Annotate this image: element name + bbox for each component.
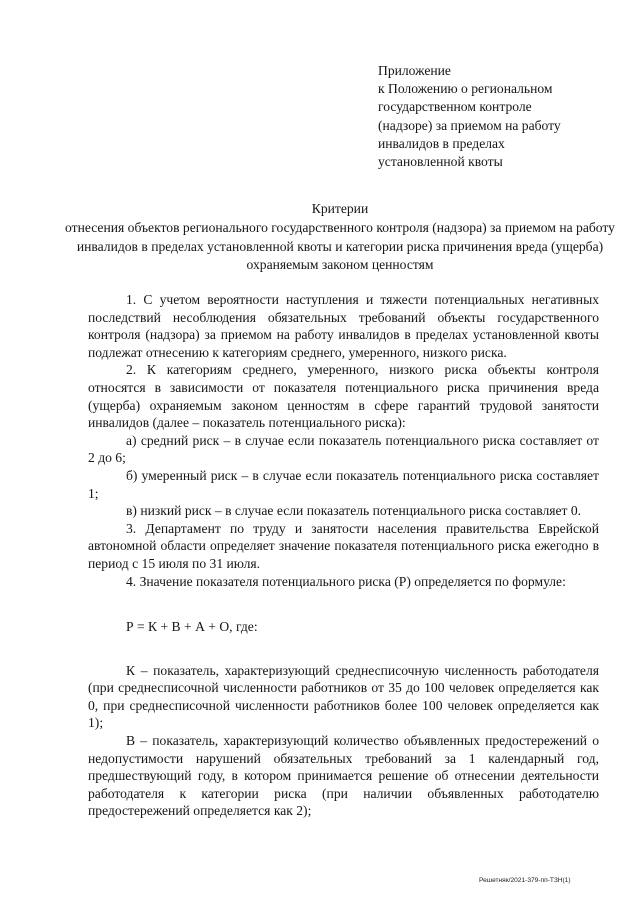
paragraph-2c: в) низкий риск – в случае если показатель потенциального риска составляет 0.: [126, 503, 582, 519]
document-title-block: [60, 200, 620, 274]
appendix-line: государственном контроле: [378, 99, 532, 115]
footer-reference: Решетняк/2021-379-пп-ТЗН(1): [479, 877, 571, 884]
paragraph-1: 1. С учетом вероятности наступления и тяжести потенциальных негативных последствий несоблюдения обязательных требований объекты государственного контроля (надзора) за приемом на работу инвалидов в пределах установленной квоты подлежат отнесению к категориям среднего, умеренного, низкого риска.: [88, 292, 599, 360]
paragraph-3: 3. Департамент по труду и занятости населения правительства Еврейской автономной области определяет значение показателя потенциального риска ежегодно в период с 15 июля по 31 июля.: [88, 520, 599, 571]
paragraph-k-definition: К – показатель, характеризующий среднесписочную численность работодателя (при среднесписочной численности работников от 35 до 100 человек определяется как 0, при среднесписочной численности работников более 100 человек определяется как 1);: [88, 662, 599, 731]
appendix-line: установленной квоты: [378, 154, 503, 170]
formula: Р = К + В + А + О, где:: [126, 619, 258, 635]
appendix-header: [378, 62, 618, 171]
appendix-line: к Положению о региональном: [378, 81, 553, 97]
paragraph-2: 2. К категориям среднего, умеренного, низкого риска объекты контроля относятся в зависимости от показателя потенциального риска причинения вреда (ущерба) охраняемым законом ценностям в сфере гарантий трудовой занятости инвалидов (далее – показатель потенциального риска):: [88, 362, 599, 431]
document-body: [88, 291, 599, 820]
document-subtitle: отнесения объектов регионального государственного контроля (надзора) за приемом на работу инвалидов в пределах установленной квоты и категории риска причинения вреда (ущерба) охраняемым законом ценностям: [65, 220, 615, 272]
paragraph-2a: а) средний риск – в случае если показатель потенциального риска составляет от 2 до 6;: [88, 432, 599, 466]
paragraph-4: 4. Значение показателя потенциального риска (Р) определяется по формуле:: [126, 573, 566, 589]
appendix-line: (надзоре) за приемом на работу: [378, 117, 561, 133]
paragraph-2b: б) умеренный риск – в случае если показатель потенциального риска составляет 1;: [88, 467, 599, 501]
appendix-line: инвалидов в пределах: [378, 135, 505, 151]
appendix-line: Приложение: [378, 63, 451, 78]
paragraph-b-definition: В – показатель, характеризующий количество объявленных предостережений о недопустимости нарушений обязательных требований за 1 календарный год, предшествующий году, в котором принимается решение об отнесении деятельности работодателя к категории риска (при наличии объявленных работодателю предостережений определяется как 2);: [88, 733, 599, 819]
document-title: Критерии: [311, 201, 369, 216]
